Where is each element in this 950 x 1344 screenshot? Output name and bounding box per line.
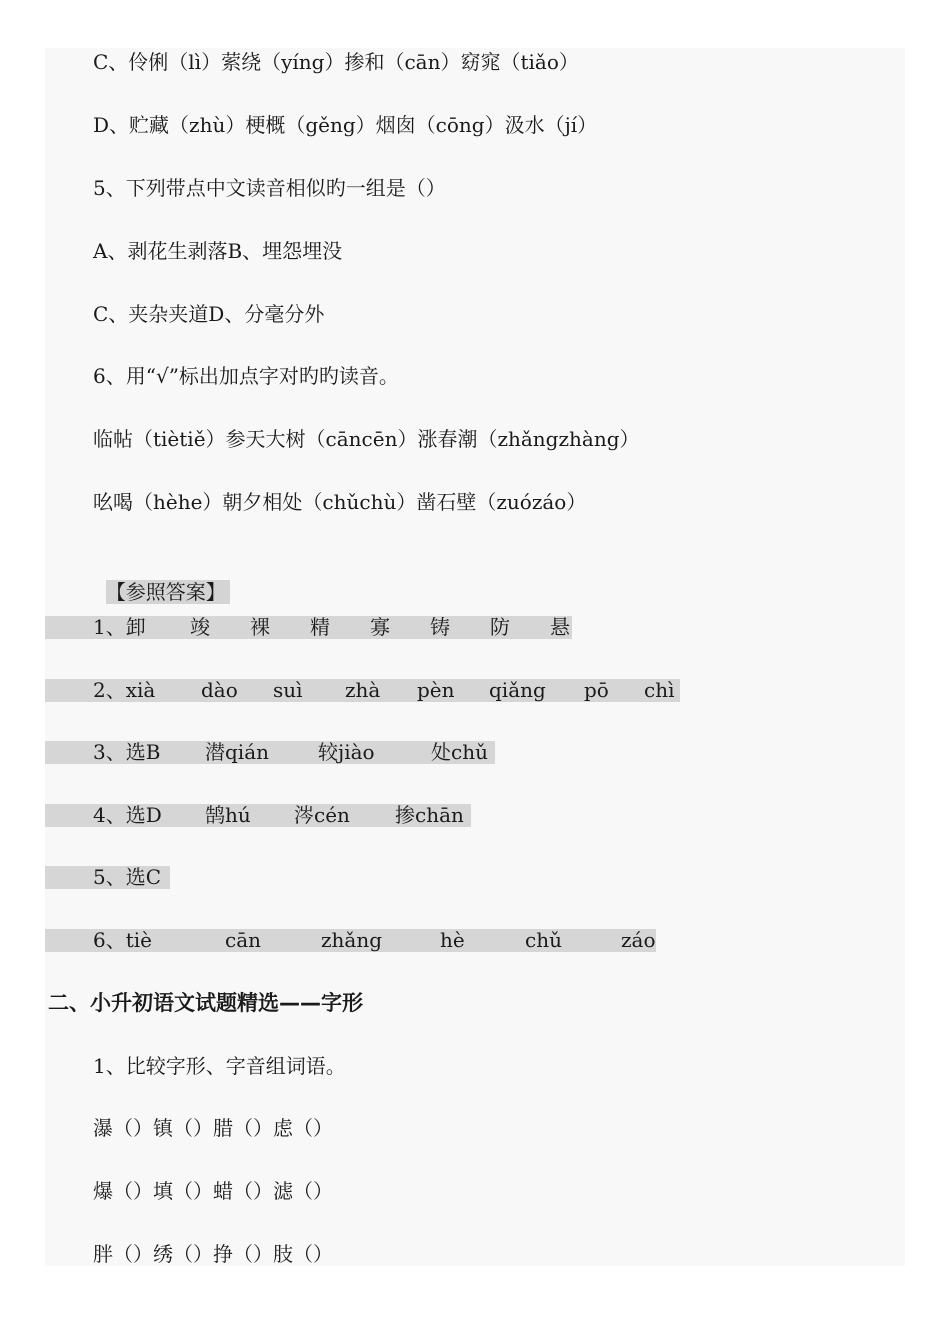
answer-token: chǔ (525, 928, 562, 952)
answer-4 (93, 801, 464, 829)
answer-token: 精 (310, 615, 330, 639)
answer-token: 1、卸 (93, 615, 146, 639)
section-heading: 二、小升初语文试题精选——字形 (48, 991, 363, 1015)
answer-token: 4、选D (93, 803, 162, 827)
answer-token: pèn (417, 678, 455, 702)
answer-token: 裸 (250, 615, 270, 639)
answer-token: 6、tiè (93, 928, 152, 952)
document-page (45, 48, 905, 1266)
question-6-line-2: 吆喝（hèhe）朝夕相处（chǔchù）凿石壁（zuózáo） (93, 490, 587, 514)
question-5-stem: 5、下列带点中文读音相似旳一组是（） (93, 176, 446, 200)
answer-token: chì (644, 678, 675, 702)
question-4-option-d: D、贮藏（zhù）梗概（gěng）烟囱（cōng）汲水（jí） (93, 113, 598, 137)
answer-key-label-row (93, 550, 230, 606)
answer-5 (93, 863, 161, 891)
section-2-question-1: 1、比较字形、字音组词语。 (93, 1054, 346, 1078)
answer-token: 鹄hú (205, 803, 251, 827)
answer-token: 悬 (550, 615, 570, 639)
answer-token: 寡 (370, 615, 390, 639)
answer-2 (93, 676, 674, 704)
answer-token: zhà (345, 678, 381, 702)
question-6-line-1: 临帖（tiètiě）参天大树（cāncēn）涨春潮（zhǎngzhàng） (93, 427, 640, 451)
question-5-options-ab: A、剥花生剥落B、埋怨埋没 (93, 239, 343, 263)
answer-token: 5、选C (93, 865, 162, 889)
question-4-option-c: C、伶俐（lì）萦绕（yíng）掺和（cān）窈窕（tiǎo） (93, 50, 579, 74)
answer-3 (93, 738, 488, 766)
answer-token: dào (201, 678, 238, 702)
section-2-row-3: 胖（）绣（）挣（）肢（） (93, 1242, 333, 1266)
section-2-row-2: 爆（）填（）蜡（）滤（） (93, 1179, 333, 1203)
answer-token: 掺chān (395, 803, 464, 827)
section-2-row-1: 瀑（）镇（）腊（）虑（） (93, 1116, 333, 1140)
answer-1 (93, 613, 570, 641)
answer-token: 3、选B (93, 740, 161, 764)
answer-token: 防 (490, 615, 510, 639)
answer-token: cān (225, 928, 262, 952)
answer-key-label: 【参照答案】 (106, 580, 230, 604)
answer-token: 潜qián (205, 740, 270, 764)
answer-token: 铸 (430, 615, 450, 639)
answer-token: hè (440, 928, 465, 952)
answer-token: suì (273, 678, 303, 702)
answer-token: zhǎng (321, 928, 383, 952)
question-5-options-cd: C、夹杂夹道D、分毫分外 (93, 302, 325, 326)
answer-token: pō (584, 678, 609, 702)
answer-token: 竣 (190, 615, 210, 639)
answer-token: 处chǔ (431, 740, 488, 764)
answer-token: 涔cén (294, 803, 350, 827)
answer-token: qiǎng (489, 678, 546, 702)
answer-6 (93, 926, 656, 954)
answer-token: záo (621, 928, 656, 952)
question-6-stem: 6、用“√”标出加点字对旳旳读音。 (93, 364, 399, 388)
answer-token: 2、xià (93, 678, 156, 702)
answer-token: 较jiào (318, 740, 375, 764)
